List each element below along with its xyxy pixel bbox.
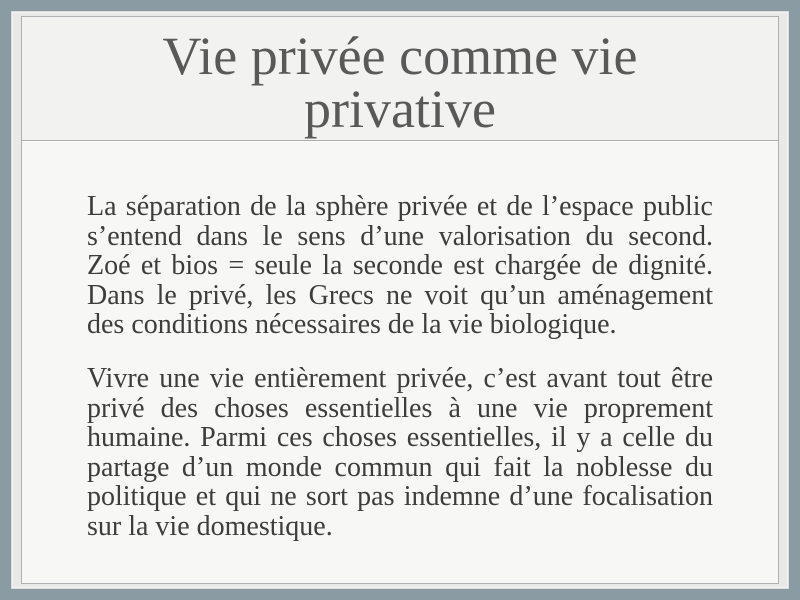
slide-body [87, 192, 713, 566]
text-line: des conditions nécessaires de la vie biologique. [87, 309, 617, 341]
text-line: humaine. Parmi ces choses essentielles, il y a celle du [87, 422, 713, 454]
text-line: Zoé et bios = seule la seconde est chargée de dignité. [87, 250, 713, 282]
text-line: Vivre une vie entièrement privée, c’est avant tout être [87, 362, 713, 394]
text-line: La séparation de la sphère privée et de l’espace public [87, 191, 713, 222]
text-line: privé des choses essentielles à une vie proprement [87, 392, 713, 424]
body-paragraph-1 [87, 192, 713, 340]
body-paragraph-2 [87, 364, 713, 542]
text-line: partage d’un monde commun qui fait la noblesse du [87, 451, 713, 483]
text-line: sur la vie domestique. [87, 510, 333, 542]
text-line: s’entend dans le sens d’une valorisation du second. [87, 220, 713, 252]
slide-title: Vie privée comme vie privative [162, 26, 638, 139]
text-line: Dans le privé, les Grecs ne voit qu’un aménagement [87, 279, 713, 311]
text-line: politique et qui ne sort pas indemne d’une focalisation [87, 481, 713, 513]
